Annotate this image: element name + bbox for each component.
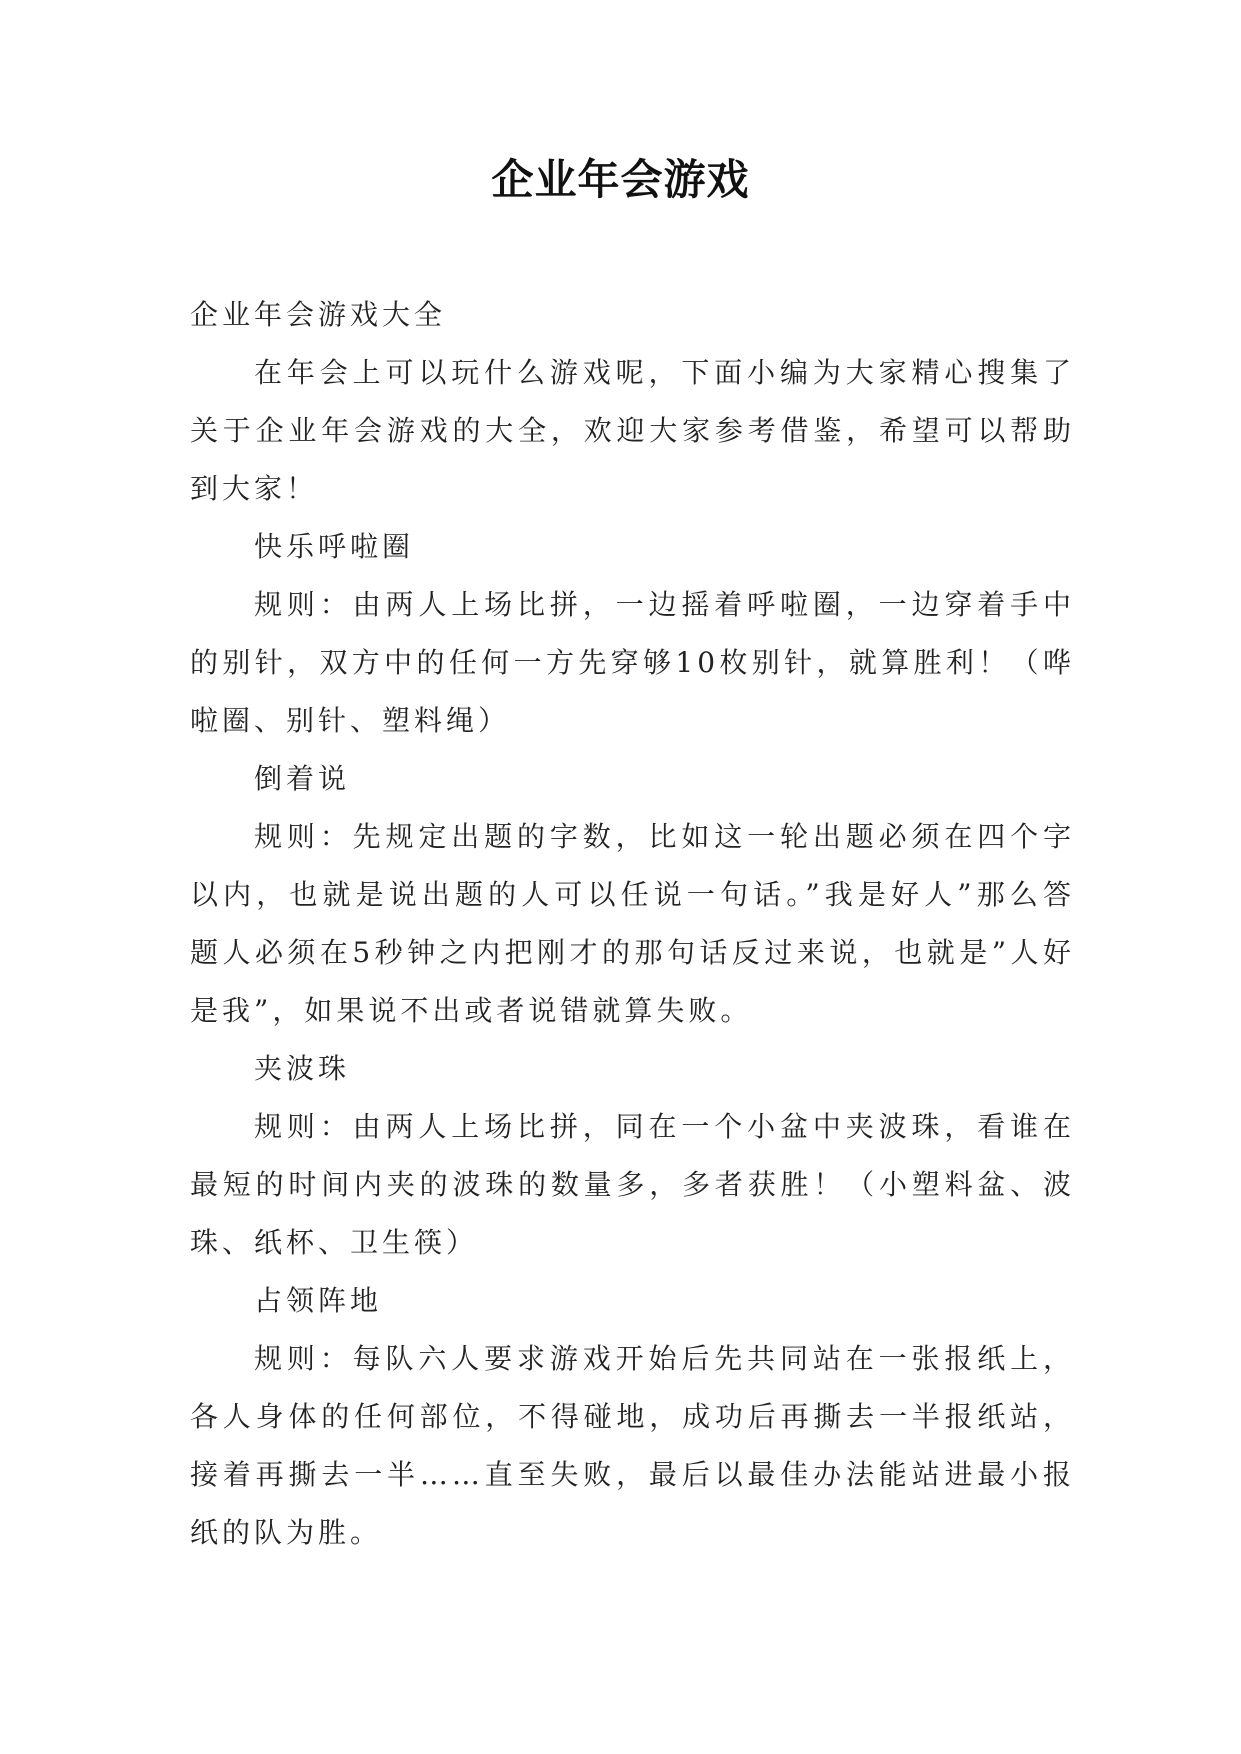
game-rule-say-backwards: 规则：先规定出题的字数，比如这一轮出题必须在四个字以内，也就是说出题的人可以任说一句话。”我是好人”那么答题人必须在5秒钟之内把刚才的那句话反过来说，也就是”人好是我”，如果说不出或者说错就算失败。: [190, 820, 1075, 1027]
game-title-pick-beads: 夹波珠: [254, 1052, 351, 1085]
document-body: [190, 286, 1075, 1562]
game-rule-hula-hoop: 规则：由两人上场比拼，一边摇着呼啦圈，一边穿着手中的别针，双方中的任何一方先穿够10枚别针，就算胜利！（哗啦圈、别针、塑料绳）: [190, 588, 1075, 737]
section-heading-overview: 企业年会游戏大全: [190, 298, 447, 331]
game-rule-pick-beads: 规则：由两人上场比拼，同在一个小盆中夹波珠，看谁在最短的时间内夹的波珠的数量多，多者获胜！（小塑料盆、波珠、纸杯、卫生筷）: [190, 1110, 1075, 1259]
game-title-occupy-territory: 占领阵地: [254, 1284, 383, 1317]
game-title-hula-hoop: 快乐呼啦圈: [254, 530, 415, 563]
game-title-say-backwards: 倒着说: [254, 762, 351, 795]
intro-paragraph: 在年会上可以玩什么游戏呢，下面小编为大家精心搜集了关于企业年会游戏的大全，欢迎大家参考借鉴，希望可以帮助到大家！: [190, 356, 1075, 505]
document-title: 企业年会游戏: [491, 155, 750, 204]
game-rule-occupy-territory: 规则：每队六人要求游戏开始后先共同站在一张报纸上，各人身体的任何部位，不得碰地，成功后再撕去一半报纸站，接着再撕去一半……直至失败，最后以最佳办法能站进最小报纸的队为胜。: [190, 1342, 1075, 1549]
